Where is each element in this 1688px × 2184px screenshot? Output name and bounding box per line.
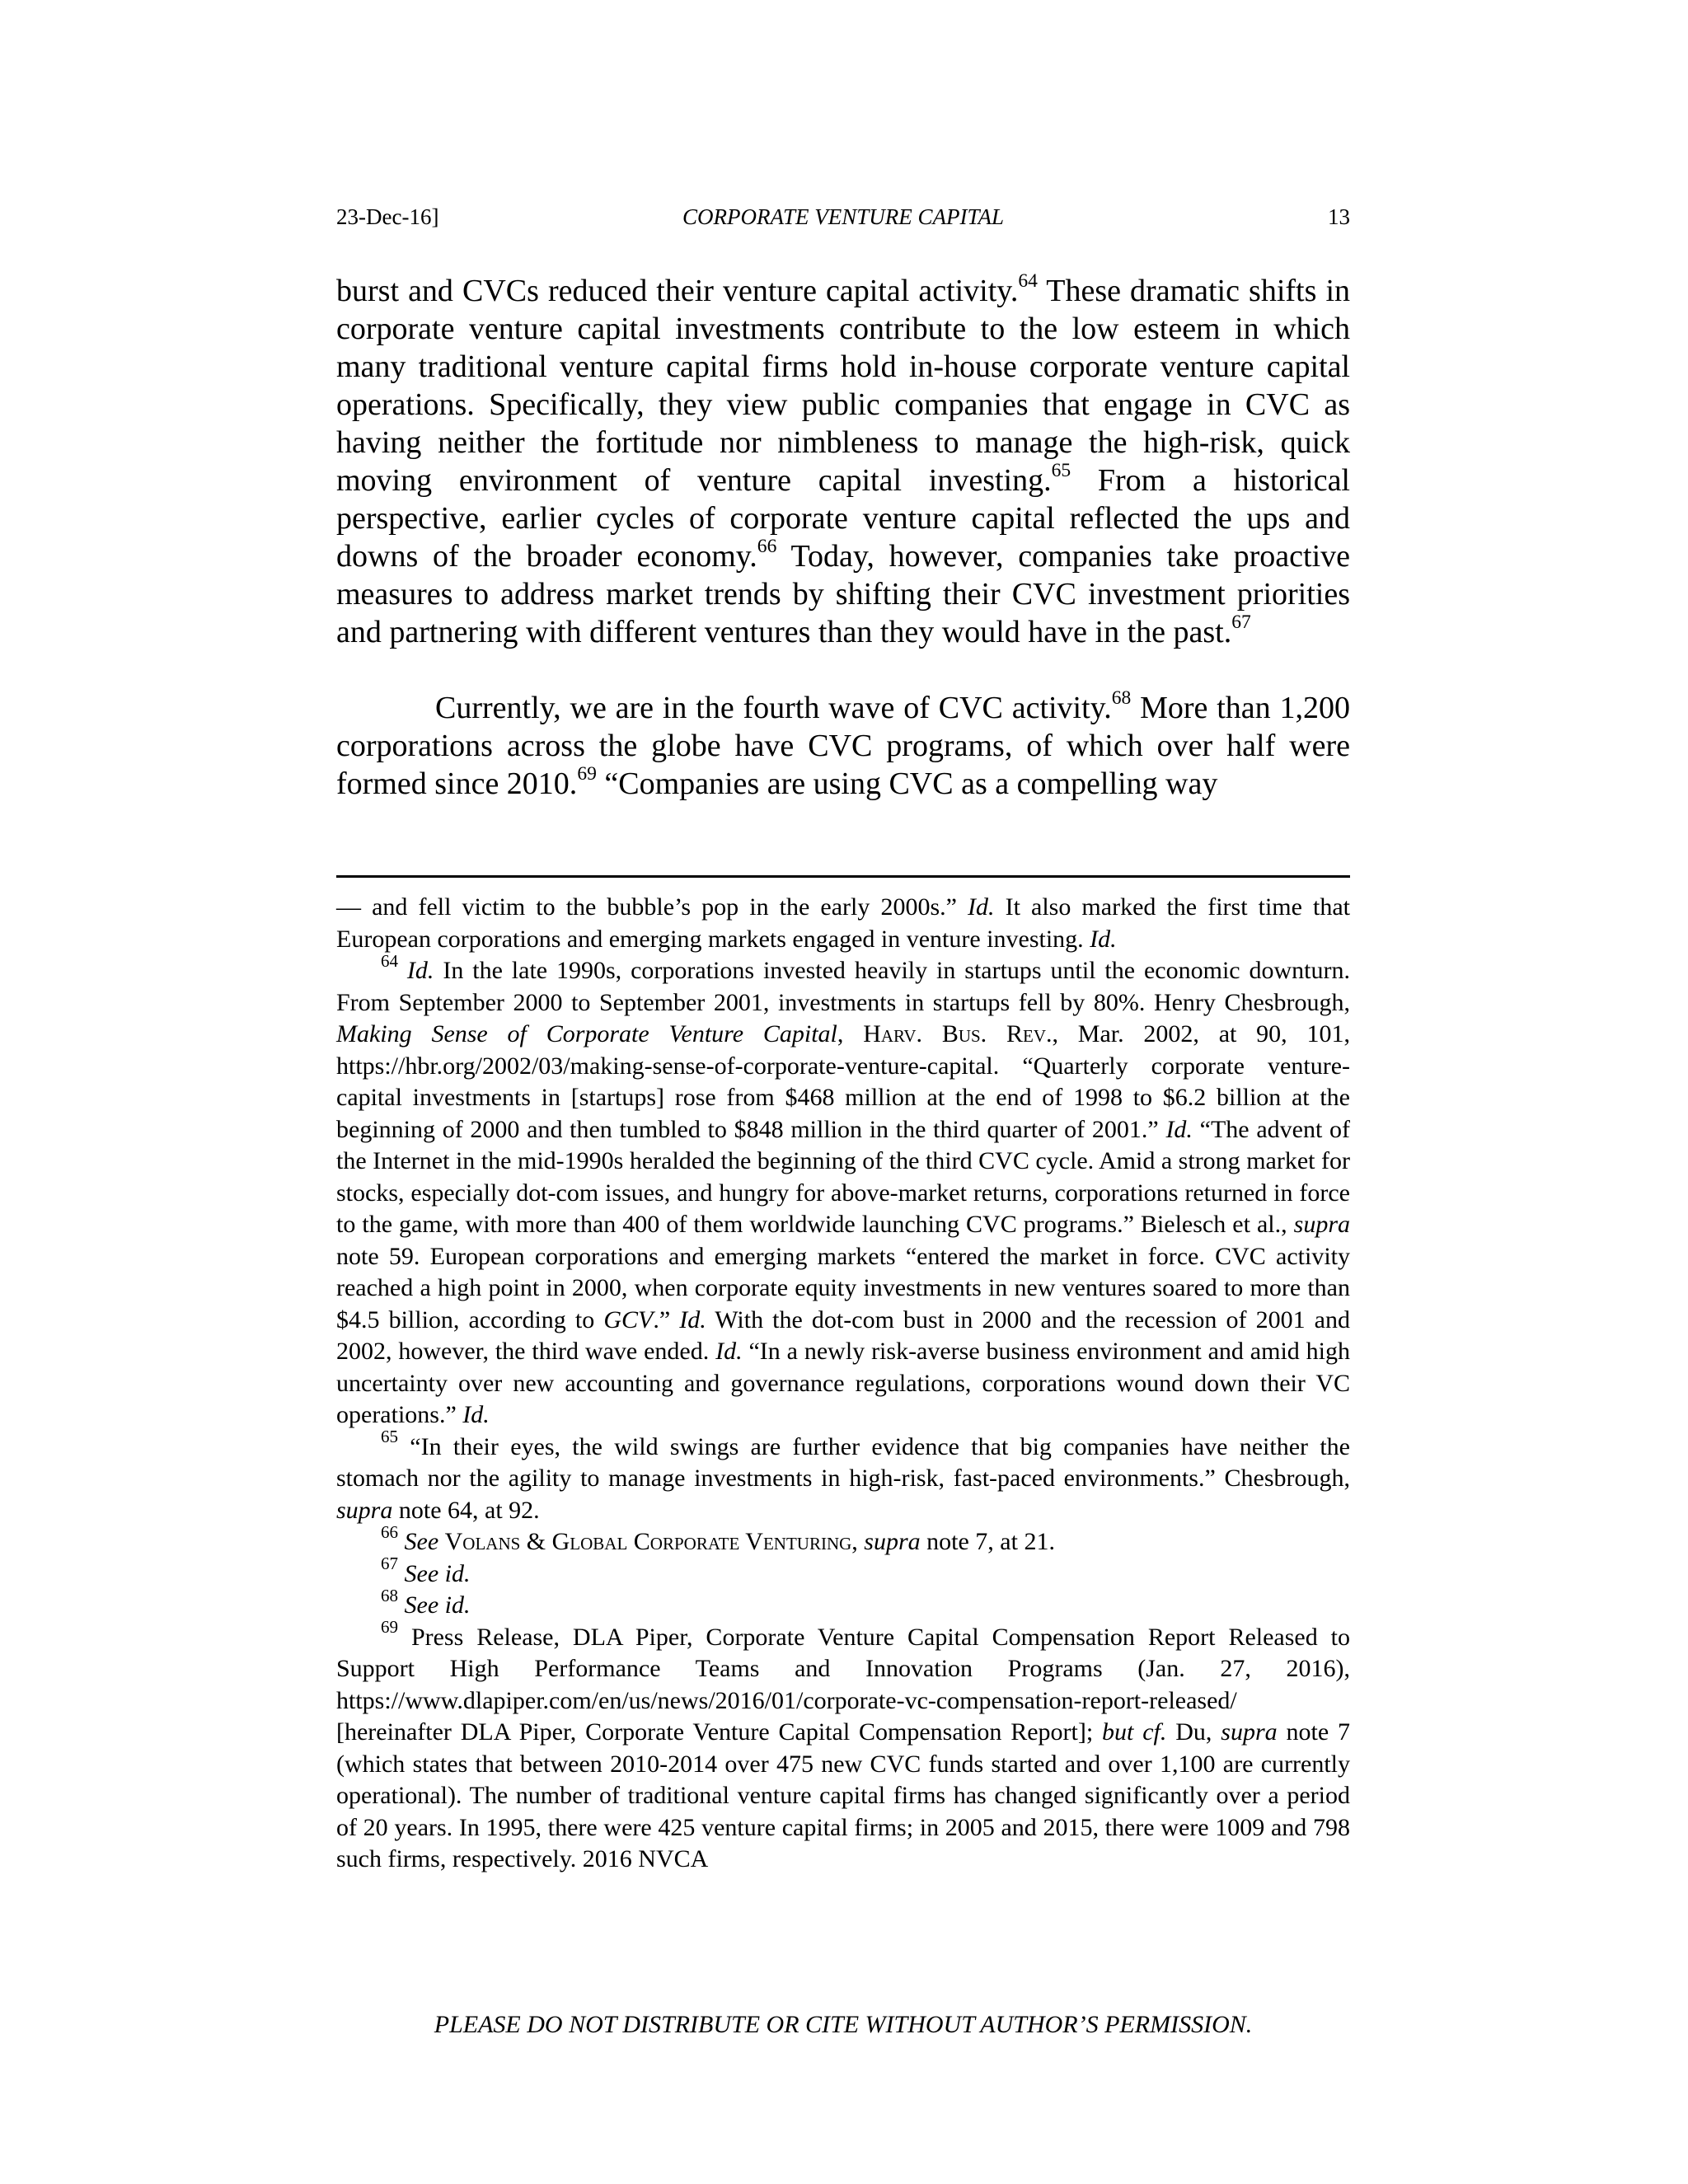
- see-id-cite: See id.: [398, 1591, 471, 1619]
- text-run: burst and CVCs reduced their venture capital activity.: [336, 274, 1019, 308]
- article-title: Making Sense of Corporate Venture Capital: [336, 1020, 837, 1047]
- id-cite: Id.: [968, 893, 995, 921]
- footnote-ref-65: 65: [1051, 459, 1071, 481]
- footnotes: [336, 892, 1350, 1876]
- text-run: [438, 1528, 445, 1555]
- text-run: — and fell victim to the bubble’s pop in the early 2000s.”: [336, 893, 968, 921]
- footnote-ref-68: 68: [1111, 687, 1132, 709]
- text-run: , Mar. 2002, at 90, 101, https://hbr.org/2002/03/making-sense-of-corporate-venture-capital. “Quarterly corporate venture-capital investments in [startups] rose from $468 million at the end of 1998 to $6.2 billion at the beginning of 2000 and then tumbled to $848 million in the third quarter of 2001.”: [336, 1020, 1350, 1143]
- text-run: ,: [837, 1020, 864, 1047]
- text-run: In the late 1990s, corporations invested heavily in startups until the economic downturn. From September 2000 to September 2001, investments in startups fell by 80%. Henry Chesbrough,: [336, 957, 1351, 1016]
- footnote-separator: [336, 875, 1350, 878]
- text-run: Du,: [1166, 1718, 1221, 1746]
- text-run: note 7, at 21.: [920, 1528, 1055, 1555]
- id-cite: Id.: [462, 1401, 490, 1428]
- but-cf-signal: but cf.: [1102, 1718, 1167, 1746]
- footnote-number: 67: [381, 1554, 398, 1574]
- id-cite: Id.: [679, 1305, 706, 1333]
- text-run: Today, however, companies take proactive measures to address market trends by shifting their CVC investment priorities and partnering with different ventures than they would have in the past.: [336, 539, 1350, 649]
- text-run: It also marked the first time that European corporations and emerging markets engaged in venture investing.: [336, 893, 1351, 953]
- see-signal: See: [404, 1528, 439, 1555]
- footnote-number: 66: [381, 1521, 398, 1542]
- text-run: These dramatic shifts in corporate venture capital investments contribute to the low esteem in which many traditional venture capital firms hold in-house corporate venture capital operations. Specifically, they view public companies that engage in CVC as having neither the fortitude nor nimbleness to manage the high-risk, quick moving environment of venture capital investing.: [336, 274, 1350, 498]
- header-title: CORPORATE VENTURE CAPITAL: [682, 204, 1004, 229]
- text-run: “The advent of the Internet in the mid-1990s heralded the beginning of the third CVC cycle. Amid a strong market for stocks, especially dot-com issues, and hungry for above-market returns, corporations returned in force to the game, with more than 400 of them worldwide launching CVC programs.” Bielesch et al.,: [336, 1115, 1351, 1238]
- text-run: .”: [653, 1305, 680, 1333]
- footnote-67: [336, 1554, 1350, 1591]
- id-cite: Id.: [1090, 925, 1117, 953]
- text-run: “Companies are using CVC as a compelling way: [596, 766, 1218, 801]
- footnote-number: 68: [381, 1585, 398, 1605]
- supra-cite: supra: [864, 1528, 921, 1555]
- text-run: More than 1,200 corporations across the globe have CVC programs, of which over half were formed since 2010.: [336, 691, 1351, 801]
- footnote-number: 69: [381, 1617, 398, 1638]
- footnote-number: 65: [381, 1427, 398, 1447]
- see-id-cite: See id.: [398, 1559, 471, 1587]
- footnote-69: [336, 1617, 1350, 1876]
- page-number: 13: [1328, 204, 1350, 229]
- source-name: Volans & Global Corporate Venturing: [444, 1528, 852, 1555]
- footnote-ref-67: 67: [1231, 611, 1251, 633]
- footnote-number: 64: [381, 950, 398, 971]
- body-text: [336, 269, 1351, 803]
- body-paragraph-1: [336, 269, 1350, 651]
- footnote-ref-66: 66: [757, 535, 777, 557]
- publication-name: GCV: [603, 1305, 654, 1333]
- running-header: [336, 204, 1350, 241]
- distribution-notice: PLEASE DO NOT DISTRIBUTE OR CITE WITHOUT AUTHOR’S PERMISSION.: [434, 2011, 1253, 2038]
- footnote-ref-69: 69: [577, 762, 597, 785]
- text-run: Press Release, DLA Piper, Corporate Venture Capital Compensation Report Released to Support High Performance Teams and Innovation Programs (Jan. 27, 2016), https://www.dlapiper.com/en/us/news/2016/01/corporate-vc-compensation-report-released/ [hereinafter DLA Piper, Corporate Venture Capital Compensation Report];: [336, 1623, 1350, 1746]
- id-cite: Id.: [406, 957, 434, 984]
- footnote-65: [336, 1427, 1350, 1527]
- footnote-68: [336, 1585, 1350, 1622]
- text-run: note 59. European corporations and emerging markets “entered the market in force. CVC activity reached a high point in 2000, when corporate equity investments in new ventures soared to more than $4.5 billion, according to: [336, 1242, 1350, 1333]
- id-cite: Id.: [715, 1338, 743, 1365]
- supra-cite: supra: [1221, 1718, 1278, 1746]
- footnote-ref-64: 64: [1018, 269, 1038, 292]
- body-paragraph-2: [336, 689, 1350, 803]
- footnote-continuation: [336, 892, 1350, 955]
- text-run: “In a newly risk-averse business environment and amid high uncertainty over new accounting and governance regulations, corporations wound down their VC operations.”: [336, 1338, 1350, 1428]
- text-run: From a historical perspective, earlier cycles of corporate venture capital reflected the ups and downs of the broader economy.: [336, 463, 1350, 574]
- text-run: note 7 (which states that between 2010-2014 over 475 new CVC funds started and over 1,100 are currently operational). The number of traditional venture capital firms has changed significantly over a period of 20 years. In 1995, there were 425 venture capital firms; in 2005 and 2015, there were 1009 and 798 such firms, respectively. 2016 NVCA: [336, 1718, 1350, 1872]
- text-run: ,: [851, 1528, 865, 1555]
- header-date: 23-Dec-16]: [336, 204, 439, 229]
- supra-cite: supra: [336, 1496, 393, 1524]
- text-run: Currently, we are in the fourth wave of CVC activity.: [435, 691, 1112, 725]
- footnote-66: [336, 1521, 1350, 1558]
- text-run: note 64, at 92.: [392, 1496, 540, 1524]
- id-cite: Id.: [1165, 1115, 1193, 1143]
- supra-cite: supra: [1293, 1211, 1350, 1238]
- journal-name: Harv. Bus. Rev.: [863, 1020, 1053, 1047]
- footnote-64: [336, 950, 1351, 1432]
- text-run: With the dot-com bust in 2000 and the recession of 2001 and 2002, however, the third wave ended.: [336, 1305, 1350, 1365]
- text-run: “In their eyes, the wild swings are further evidence that big companies have neither the stomach nor the agility to manage investments in high-risk, fast-paced environments.” Chesbrough,: [336, 1432, 1350, 1492]
